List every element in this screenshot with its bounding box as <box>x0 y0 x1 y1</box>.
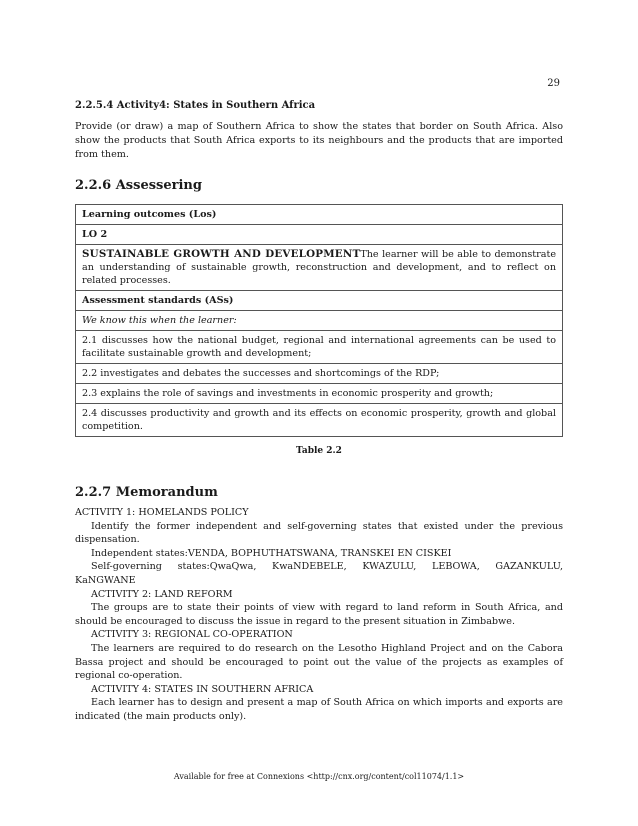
activity-1-line-3: Self-governing states:QwaQwa, KwaNDEBELE, KWAZULU, LEBOWA, GAZANKULU, KaNGWANE <box>75 561 563 586</box>
activity-1-line-1: Identify the former independent and self-governing states that existed under the previous dispensation. <box>75 520 563 546</box>
table-row <box>76 331 563 364</box>
assessment-standards-header: Assessment standards (ASs) <box>76 291 563 311</box>
memorandum-body <box>75 506 563 724</box>
activity-4-text: Each learner has to design and present a map of South Africa on which imports and exports are indicated (the main products only). <box>75 697 563 722</box>
standard-cell: 2.2 investigates and debates the successes and shortcomings of the RDP; <box>76 364 563 384</box>
activity-1-title: ACTIVITY 1: HOMELANDS POLICY <box>75 507 249 518</box>
table-row <box>76 364 563 384</box>
activity-2-text: The groups are to state their points of view with regard to land reform in South Africa, and should be encouraged to discuss the issue in regard to the present situation in Zimbabwe. <box>75 602 563 627</box>
table-row <box>76 225 563 245</box>
activity-text: Provide (or draw) a map of Southern Africa to show the states that border on South Africa. Also show the products that South Africa exports to its neighbours and the products that are imported from them. <box>75 121 563 160</box>
learning-outcomes-header: Learning outcomes (Los) <box>76 205 563 225</box>
lo-cell: LO 2 <box>76 225 563 245</box>
table-row <box>76 205 563 225</box>
table-row <box>76 245 563 291</box>
standard-cell: 2.3 explains the role of savings and investments in economic prosperity and growth; <box>76 384 563 404</box>
table-caption: Table 2.2 <box>296 446 342 456</box>
table-row <box>76 311 563 331</box>
page-number: 29 <box>547 78 560 89</box>
page-content <box>75 100 563 724</box>
lo-description-cell <box>76 245 563 291</box>
memorandum-heading: 2.2.7 Memorandum <box>75 485 218 500</box>
activity-heading: 2.2.5.4 Activity4: States in Southern Africa <box>75 100 316 111</box>
assessering-heading: 2.2.6 Assessering <box>75 178 202 193</box>
standard-cell: 2.1 discusses how the national budget, regional and international agreements can be used to facilitate sustainable growth and development; <box>76 331 563 364</box>
activity-3-title: ACTIVITY 3: REGIONAL CO-OPERATION <box>91 629 293 641</box>
we-know-cell: We know this when the learner: <box>76 311 563 331</box>
lo-text: The learner will be able to demonstrate an understanding of sustainable growth, reconstruction and development, and to reflect on related processes. <box>82 249 556 286</box>
standard-cell: 2.4 discusses productivity and growth and its effects on economic prosperity, growth and global competition. <box>76 404 563 437</box>
table-row <box>76 291 563 311</box>
table-row <box>76 404 563 437</box>
table-row <box>76 384 563 404</box>
activity-3-text: The learners are required to do research on the Lesotho Highland Project and on the Cabora Bassa project and should be encouraged to point out the value of the projects as examples of regional co-operation. <box>75 642 563 682</box>
activity-4-title: ACTIVITY 4: STATES IN SOUTHERN AFRICA <box>91 683 314 695</box>
activity-2-title: ACTIVITY 2: LAND REFORM <box>91 588 233 600</box>
lo-title: SUSTAINABLE GROWTH AND DEVELOPMENT <box>82 248 361 260</box>
assessment-table <box>75 204 563 437</box>
activity-1-line-2: Independent states:VENDA, BOPHUTHATSWANA, TRANSKEI EN CISKEI <box>91 547 452 559</box>
footer-text: Available for free at Connexions <http://cnx.org/content/col11074/1.1> <box>173 772 465 781</box>
